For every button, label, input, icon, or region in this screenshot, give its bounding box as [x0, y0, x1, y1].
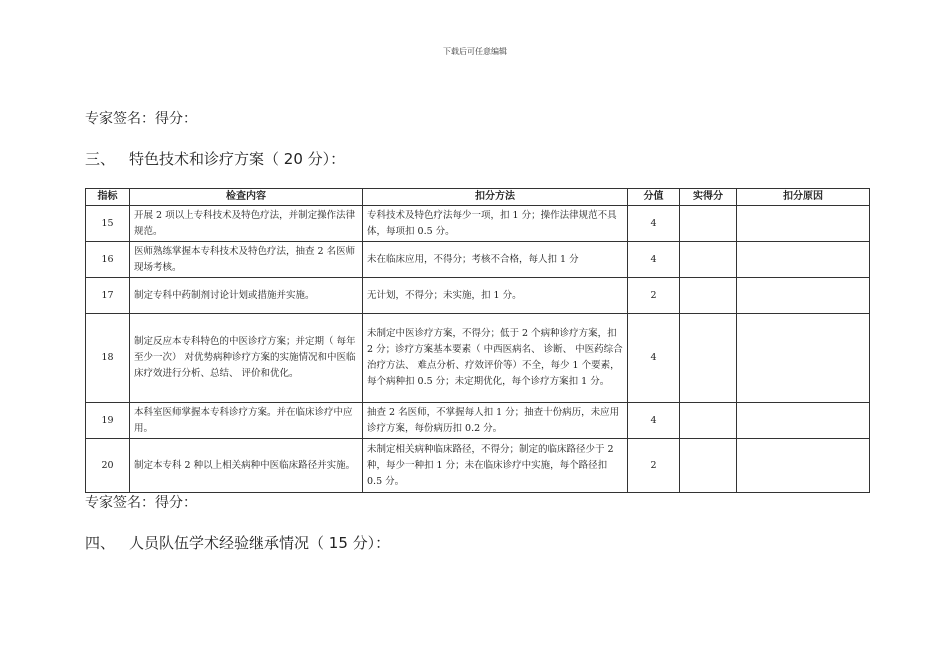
row-reason[interactable] — [737, 439, 870, 493]
row-method: 专科技术及特色疗法每少一项，扣 1 分；操作法律规范不具体，每项扣 0.5 分。 — [363, 206, 628, 242]
row-actual[interactable] — [680, 242, 737, 278]
col-header-actual: 实得分 — [680, 189, 737, 206]
scoring-table — [85, 188, 870, 493]
row-id: 20 — [86, 439, 130, 493]
table-header-row — [86, 189, 870, 206]
row-content: 本科室医师掌握本专科诊疗方案。并在临床诊疗中应用。 — [130, 403, 363, 439]
row-reason[interactable] — [737, 242, 870, 278]
row-actual[interactable] — [680, 439, 737, 493]
table-row — [86, 242, 870, 278]
row-content: 制定本专科 2 种以上相关病种中医临床路径并实施。 — [130, 439, 363, 493]
row-method: 未制定中医诊疗方案，不得分；低于 2 个病种诊疗方案，扣 2 分；诊疗方案基本要素（ 中西医病名、 诊断、 中医药综合治疗方法、 难点分析、疗效评价等）不全，每少 1 个要素，每个病种扣 0.5 分；未定期优化，每个诊疗方案扣 1 分。 — [363, 314, 628, 403]
row-score: 4 — [628, 242, 680, 278]
row-method: 抽查 2 名医师，不掌握每人扣 1 分；抽查十份病历，未应用诊疗方案，每份病历扣 0.2 分。 — [363, 403, 628, 439]
row-reason[interactable] — [737, 314, 870, 403]
section3-title: 特色技术和诊疗方案（ 20 分）： — [129, 150, 346, 168]
row-id: 18 — [86, 314, 130, 403]
header-note: 下载后可任意编辑 — [443, 47, 507, 56]
col-header-content: 检查内容 — [130, 189, 363, 206]
row-content: 开展 2 项以上专科技术及特色疗法，并制定操作法律规范。 — [130, 206, 363, 242]
section3-heading — [85, 148, 345, 169]
row-score: 2 — [628, 439, 680, 493]
table-row — [86, 314, 870, 403]
section4-title: 人员队伍学术经验继承情况（ 15 分）： — [129, 534, 391, 552]
row-id: 16 — [86, 242, 130, 278]
table-row — [86, 278, 870, 314]
row-reason[interactable] — [737, 278, 870, 314]
row-id: 15 — [86, 206, 130, 242]
row-id: 17 — [86, 278, 130, 314]
row-score: 4 — [628, 206, 680, 242]
row-actual[interactable] — [680, 206, 737, 242]
section4-number: 四、 — [85, 534, 116, 552]
col-header-reason: 扣分原因 — [737, 189, 870, 206]
row-content: 制定反应本专科特色的中医诊疗方案；并定期（ 每年至少一次） 对优势病种诊疗方案的实施情况和中医临床疗效进行分析、总结、 评价和优化。 — [130, 314, 363, 403]
signature-line: 专家签名：得分： — [85, 495, 197, 511]
section3-number: 三、 — [85, 150, 116, 168]
col-header-method: 扣分方法 — [363, 189, 628, 206]
row-content: 医师熟练掌握本专科技术及特色疗法，抽查 2 名医师现场考核。 — [130, 242, 363, 278]
col-header-id: 指标 — [86, 189, 130, 206]
row-score: 4 — [628, 314, 680, 403]
row-reason[interactable] — [737, 206, 870, 242]
row-method: 未制定相关病种临床路径，不得分；制定的临床路径少于 2 种，每少一种扣 1 分；未在临床诊疗中实施，每个路径扣 0.5 分。 — [363, 439, 628, 493]
row-actual[interactable] — [680, 314, 737, 403]
table-row — [86, 403, 870, 439]
col-header-score: 分值 — [628, 189, 680, 206]
row-score: 4 — [628, 403, 680, 439]
table-row — [86, 206, 870, 242]
row-score: 2 — [628, 278, 680, 314]
table-row — [86, 439, 870, 493]
signature-line: 专家签名：得分： — [85, 111, 197, 127]
row-id: 19 — [86, 403, 130, 439]
row-actual[interactable] — [680, 403, 737, 439]
row-method: 无计划，不得分；未实施，扣 1 分。 — [363, 278, 628, 314]
row-method: 未在临床应用，不得分；考核不合格，每人扣 1 分 — [363, 242, 628, 278]
row-actual[interactable] — [680, 278, 737, 314]
row-content: 制定专科中药制剂讨论计划或措施并实施。 — [130, 278, 363, 314]
section4-heading — [85, 532, 390, 553]
row-reason[interactable] — [737, 403, 870, 439]
